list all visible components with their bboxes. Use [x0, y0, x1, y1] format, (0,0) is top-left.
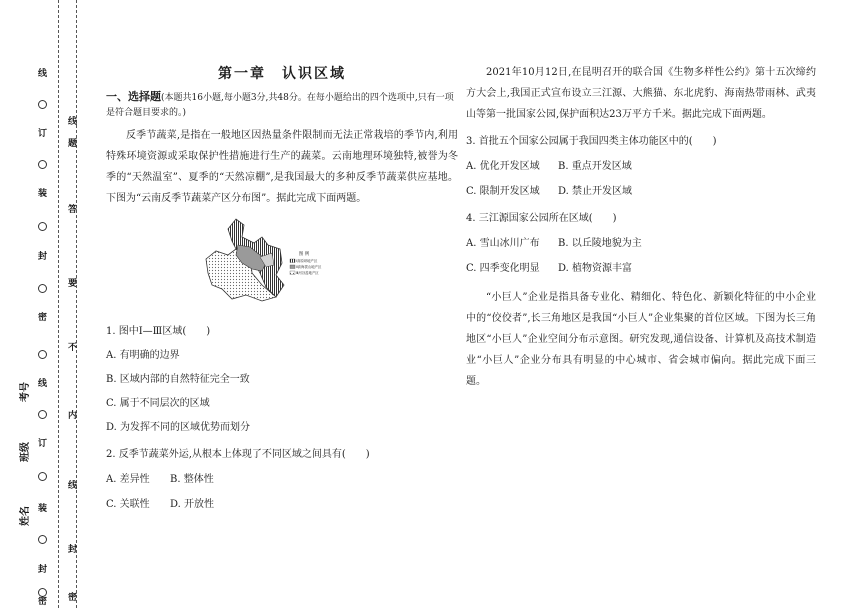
field-name: 姓名 — [20, 506, 31, 526]
binding-hole — [38, 222, 47, 231]
question-1-option: B. 区域内部的自然特征完全一致 — [106, 374, 250, 385]
binding-inner-char: 内 — [68, 411, 78, 421]
question-3-option: C. 限制开发区域 — [466, 186, 540, 197]
binding-inner-char: 线 — [68, 481, 78, 491]
question-4-option: D. 植物资源丰富 — [558, 263, 633, 274]
question-3-options-row — [466, 156, 816, 177]
binding-hole — [38, 535, 47, 544]
passage-1: 反季节蔬菜,是指在一般地区因热量条件限制而无法正常栽培的季节内,利用特殊环境资源或采取保护性措施进行生产的蔬菜。云南地理环境独特,被誉为冬季的“天然温室”、夏季的“天然凉棚”,是我国最大的多种反季节蔬菜供应基地。下图为“云南反季节蔬菜产区分布图”。据此完成下面两题。 — [106, 130, 458, 204]
question-3-option: A. 优化开发区域 — [466, 161, 540, 172]
binding-inner-char: 密 — [68, 593, 78, 603]
binding-inner-char: 不 — [68, 343, 78, 353]
left-column — [106, 62, 458, 515]
question-2-option: D. 开放性 — [170, 499, 215, 510]
binding-char: 订 — [38, 129, 48, 139]
section-header — [106, 89, 458, 121]
binding-hole — [38, 160, 47, 169]
binding-inner-char: 封 — [68, 545, 78, 555]
binding-char: 密 — [38, 313, 48, 323]
question-3-option: B. 重点开发区域 — [558, 161, 632, 172]
question-1-option: D. 为发挥不同的区域优势而划分 — [106, 422, 251, 433]
map-legend-item: Ⅱ高海拔山地产区 — [296, 265, 322, 270]
map-legend-item: Ⅲ河谷盆地产区 — [296, 271, 319, 276]
binding-char: 线 — [38, 379, 48, 389]
binding-hole — [38, 588, 47, 597]
question-1-stem: 1. 图中Ⅰ—Ⅲ区域( ) — [106, 326, 211, 337]
binding-hole — [38, 350, 47, 359]
question-2-options-row — [106, 469, 458, 490]
question-3-stem: 3. 首批五个国家公园属于我国四类主体功能区中的( ) — [466, 136, 717, 147]
question-1-option: C. 属于不同层次的区域 — [106, 398, 210, 409]
binding-margin — [0, 0, 100, 608]
binding-char: 封 — [38, 252, 48, 262]
passage-2: 2021年10月12日,在昆明召开的联合国《生物多样性公约》第十五次缔约方大会上,我国正式宣布设立三江源、大熊猫、东北虎豹、海南热带雨林、武夷山等第一批国家公园,保护面积达23万平方千米。据此完成下面两题。 — [466, 67, 816, 120]
question-4-option: C. 四季变化明显 — [466, 263, 540, 274]
field-class: 班级 — [20, 442, 31, 462]
binding-char: 订 — [38, 439, 48, 449]
binding-inner-char: 要 — [68, 279, 78, 289]
field-exam-number: 考号 — [20, 382, 31, 402]
section-label: 一、选择题 — [106, 90, 161, 103]
binding-char: 装 — [38, 189, 48, 199]
binding-inner-char: 答 — [68, 205, 78, 215]
question-2-option: C. 关联性 — [106, 499, 150, 510]
binding-inner-char: 题 — [68, 139, 78, 149]
map-legend-title: 图 例 — [298, 252, 310, 257]
question-4-option: B. 以丘陵地貌为主 — [558, 238, 642, 249]
passage-3: “小巨人”企业是指具备专业化、精细化、特色化、新颖化特征的中小企业中的“佼佼者”,长三角地区是我国“小巨人”企业集聚的首位区域。下图为长三角地区“小巨人”企业空间分布示意图。研究发现,通信设备、计算机及高技术制造业“小巨人”企业分布具有明显的中心城市、省会城市偏向。据此完成下面三题。 — [466, 292, 816, 387]
binding-line-inner — [76, 0, 77, 608]
map-legend-item: Ⅰ高原坝地产区 — [296, 259, 318, 264]
question-4-options-row — [466, 233, 816, 254]
binding-char: 线 — [38, 69, 48, 79]
yunnan-map — [202, 215, 332, 303]
question-4-stem: 4. 三江源国家公园所在区域( ) — [466, 213, 617, 224]
question-1-option: A. 有明确的边界 — [106, 350, 180, 361]
question-2-stem: 2. 反季节蔬菜外运,从根本上体现了不同区域之间具有( ) — [106, 449, 370, 460]
binding-hole — [38, 284, 47, 293]
right-column — [466, 62, 816, 392]
binding-line-outer — [58, 0, 59, 608]
binding-char: 封 — [38, 565, 48, 575]
section-note: (本题共16小题,每小题3分,共48分。在每小题给出的四个选项中,只有一项是符合题目要求的。) — [106, 93, 454, 118]
question-2-options-row — [106, 494, 458, 515]
binding-hole — [38, 472, 47, 481]
binding-inner-char: 线 — [68, 117, 78, 127]
page-title: 第一章 认识区域 — [218, 66, 346, 82]
question-3-option: D. 禁止开发区域 — [558, 186, 633, 197]
question-2-option: B. 整体性 — [170, 474, 214, 485]
question-3-options-row — [466, 181, 816, 202]
binding-hole — [38, 100, 47, 109]
binding-char: 装 — [38, 504, 48, 514]
binding-hole — [38, 410, 47, 419]
question-4-options-row — [466, 258, 816, 279]
binding-char: 密 — [38, 597, 48, 607]
question-4-option: A. 雪山冰川广布 — [466, 238, 540, 249]
question-2-option: A. 差异性 — [106, 474, 150, 485]
